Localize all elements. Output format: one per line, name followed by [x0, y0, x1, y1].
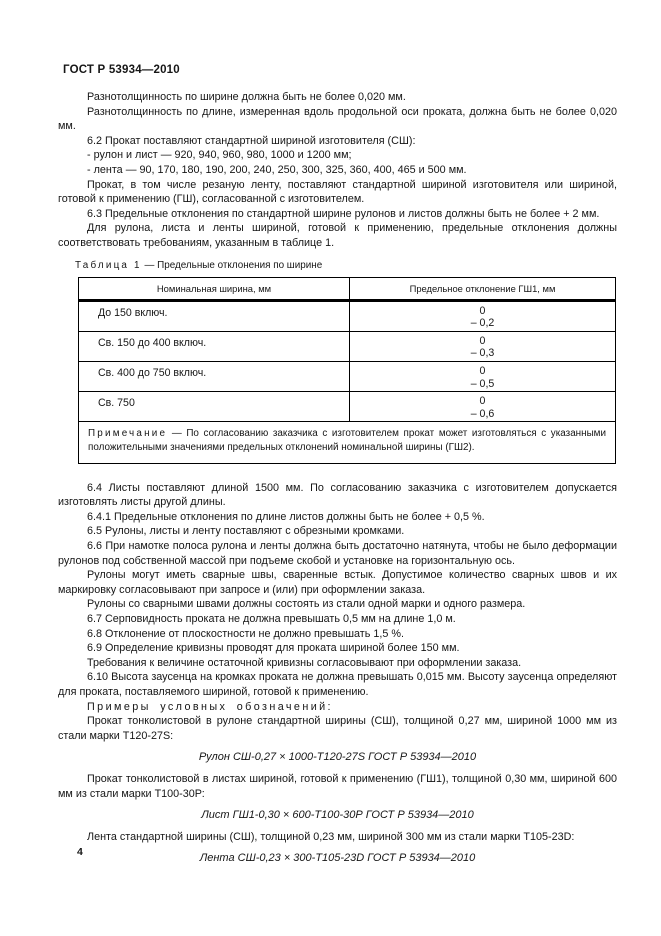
clause-6-2-note: Прокат, в том числе резаную ленту, поставляют стандартной шириной изготовителя или шириной, готовой к применению (ГШ), согласованной с изготовителем.: [58, 178, 617, 206]
table-row: [79, 392, 616, 422]
table-header-row: [79, 277, 616, 300]
table-width-deviations: [78, 277, 616, 464]
table-note-row: [79, 422, 616, 463]
page-content: [58, 64, 617, 873]
deviation-upper: 0: [479, 364, 486, 377]
clause-6-4-1: 6.4.1 Предельные отклонения по длине листов должны быть не более + 0,5 %.: [87, 510, 485, 523]
clause-6-9: 6.9 Определение кривизны проводят для проката шириной более 150 мм.: [87, 642, 460, 655]
clause-6-7: 6.7 Серповидность проката не должна превышать 0,5 мм на длине 1,0 м.: [87, 613, 456, 626]
clause-6-3: 6.3 Предельные отклонения по стандартной ширине рулонов и листов должны быть не более + 2 мм.: [87, 207, 600, 220]
cell-width-range: Св. 150 до 400 включ.: [79, 331, 350, 361]
cell-width-range: Св. 750: [79, 392, 350, 422]
col-header-deviation: Предельное отклонение ГШ1, мм: [350, 277, 616, 300]
table-row: [79, 331, 616, 361]
table-row: [79, 361, 616, 391]
deviation-lower: – 0,2: [470, 317, 495, 330]
cell-width-range: До 150 включ.: [79, 300, 350, 331]
clause-6-10: 6.10 Высота заусенца на кромках проката не должна превышать 0,015 мм. Высоту заусенца определяют для проката, поставляемого шириной, готовой к применению.: [58, 671, 617, 698]
clause-6-9-note: Требования к величине остаточной кривизны согласовывают при оформлении заказа.: [87, 656, 522, 669]
deviation-lower: – 0,3: [470, 347, 495, 360]
page-number: 4: [77, 846, 83, 858]
clause-6-2-list-roll-sheet: - рулон и лист — 920, 940, 960, 980, 1000 и 1200 мм;: [87, 149, 352, 162]
section-6-body: [58, 90, 617, 464]
clause-thickness-length: Разнотолщинность по длине, измеренная вдоль продольной оси проката, должна быть не более 0,020 мм.: [58, 105, 617, 133]
table-caption-text: — Предельные отклонения по ширине: [144, 259, 323, 271]
deviation-upper: 0: [479, 334, 486, 347]
clause-thickness-width: Разнотолщинность по ширине должна быть не более 0,020 мм.: [87, 91, 406, 103]
table-row: [79, 300, 616, 331]
deviation-lower: – 0,5: [470, 377, 495, 390]
cell-deviation: [350, 300, 616, 331]
cell-deviation: [350, 331, 616, 361]
table-caption: [58, 260, 617, 272]
table-note-text: — По согласованию заказчика с изготовителем прокат может изготовляться с указанными положительными значениями предельных отклонений номинальной ширины (ГШ2).: [88, 428, 606, 454]
deviation-upper: 0: [479, 304, 486, 317]
clause-6-2: 6.2 Прокат поставляют стандартной шириной изготовителя (СШ):: [87, 134, 416, 147]
examples-heading: Примеры условных обозначений:: [87, 700, 333, 713]
clause-6-8: 6.8 Отклонение от плоскостности не должно превышать 1,5 %.: [87, 627, 404, 640]
example-designation: Лента СШ-0,23 × 300-Т105-23D ГОСТ Р 53934—2010: [199, 852, 476, 865]
deviation-lower: – 0,6: [470, 407, 495, 420]
col-header-nominal-width: Номинальная ширина, мм: [79, 277, 350, 300]
clause-6-6: 6.6 При намотке полоса рулона и ленты должна быть достаточно натянута, чтобы не было деформации рулонов под собственной массой при подъеме скобой и установке на горизонтальную ось.: [58, 540, 617, 567]
example-designation: Лист ГШ1-0,30 × 600-Т100-30Р ГОСТ Р 53934—2010: [201, 809, 474, 822]
example-designation: Рулон СШ-0,27 × 1000-Т120-27S ГОСТ Р 53934—2010: [198, 751, 477, 764]
clause-6-3-note: Для рулона, листа и ленты шириной, готовой к применению, предельные отклонения должны соответствовать требованиям, указанным в таблице 1.: [58, 222, 617, 249]
section-6-continued: [58, 481, 617, 866]
example-intro: Лента стандартной ширины (СШ), толщиной 0,23 мм, шириной 300 мм из стали марки Т105-23D:: [87, 830, 575, 843]
cell-deviation: [350, 392, 616, 422]
table-note: [79, 422, 616, 463]
clause-6-5: 6.5 Рулоны, листы и ленту поставляют с обрезными кромками.: [87, 525, 405, 538]
clause-6-4: 6.4 Листы поставляют длиной 1500 мм. По согласованию заказчика с изготовителем допускается изготовлять листы другой длины.: [58, 481, 617, 509]
table-caption-label: Таблица 1: [75, 259, 142, 271]
clause-6-6-welds: Рулоны могут иметь сварные швы, сваренные встык. Допустимое количество сварных швов и их маркировку согласовывают при запросе и (или) при оформлении заказа.: [58, 569, 617, 596]
example-intro: Прокат тонколистовой в листах шириной, готовой к применению (ГШ1), толщиной 0,30 мм, шириной 600 мм из стали марки Т100-30Р:: [58, 772, 617, 800]
cell-deviation: [350, 361, 616, 391]
clause-6-6-welds-steel: Рулоны со сварными швами должны состоять из стали одной марки и одного размера.: [87, 598, 526, 611]
deviation-upper: 0: [479, 395, 486, 408]
doc-code-header: ГОСТ Р 53934—2010: [63, 64, 180, 76]
clause-6-2-list-strip: - лента — 90, 170, 180, 190, 200, 240, 250, 300, 325, 360, 400, 465 и 500 мм.: [87, 163, 467, 176]
example-intro: Прокат тонколистовой в рулоне стандартной ширины (СШ), толщиной 0,27 мм, шириной 1000 мм из стали марки Т120-27S:: [58, 715, 617, 742]
table-note-label: Примечание: [88, 428, 168, 440]
cell-width-range: Св. 400 до 750 включ.: [79, 361, 350, 391]
